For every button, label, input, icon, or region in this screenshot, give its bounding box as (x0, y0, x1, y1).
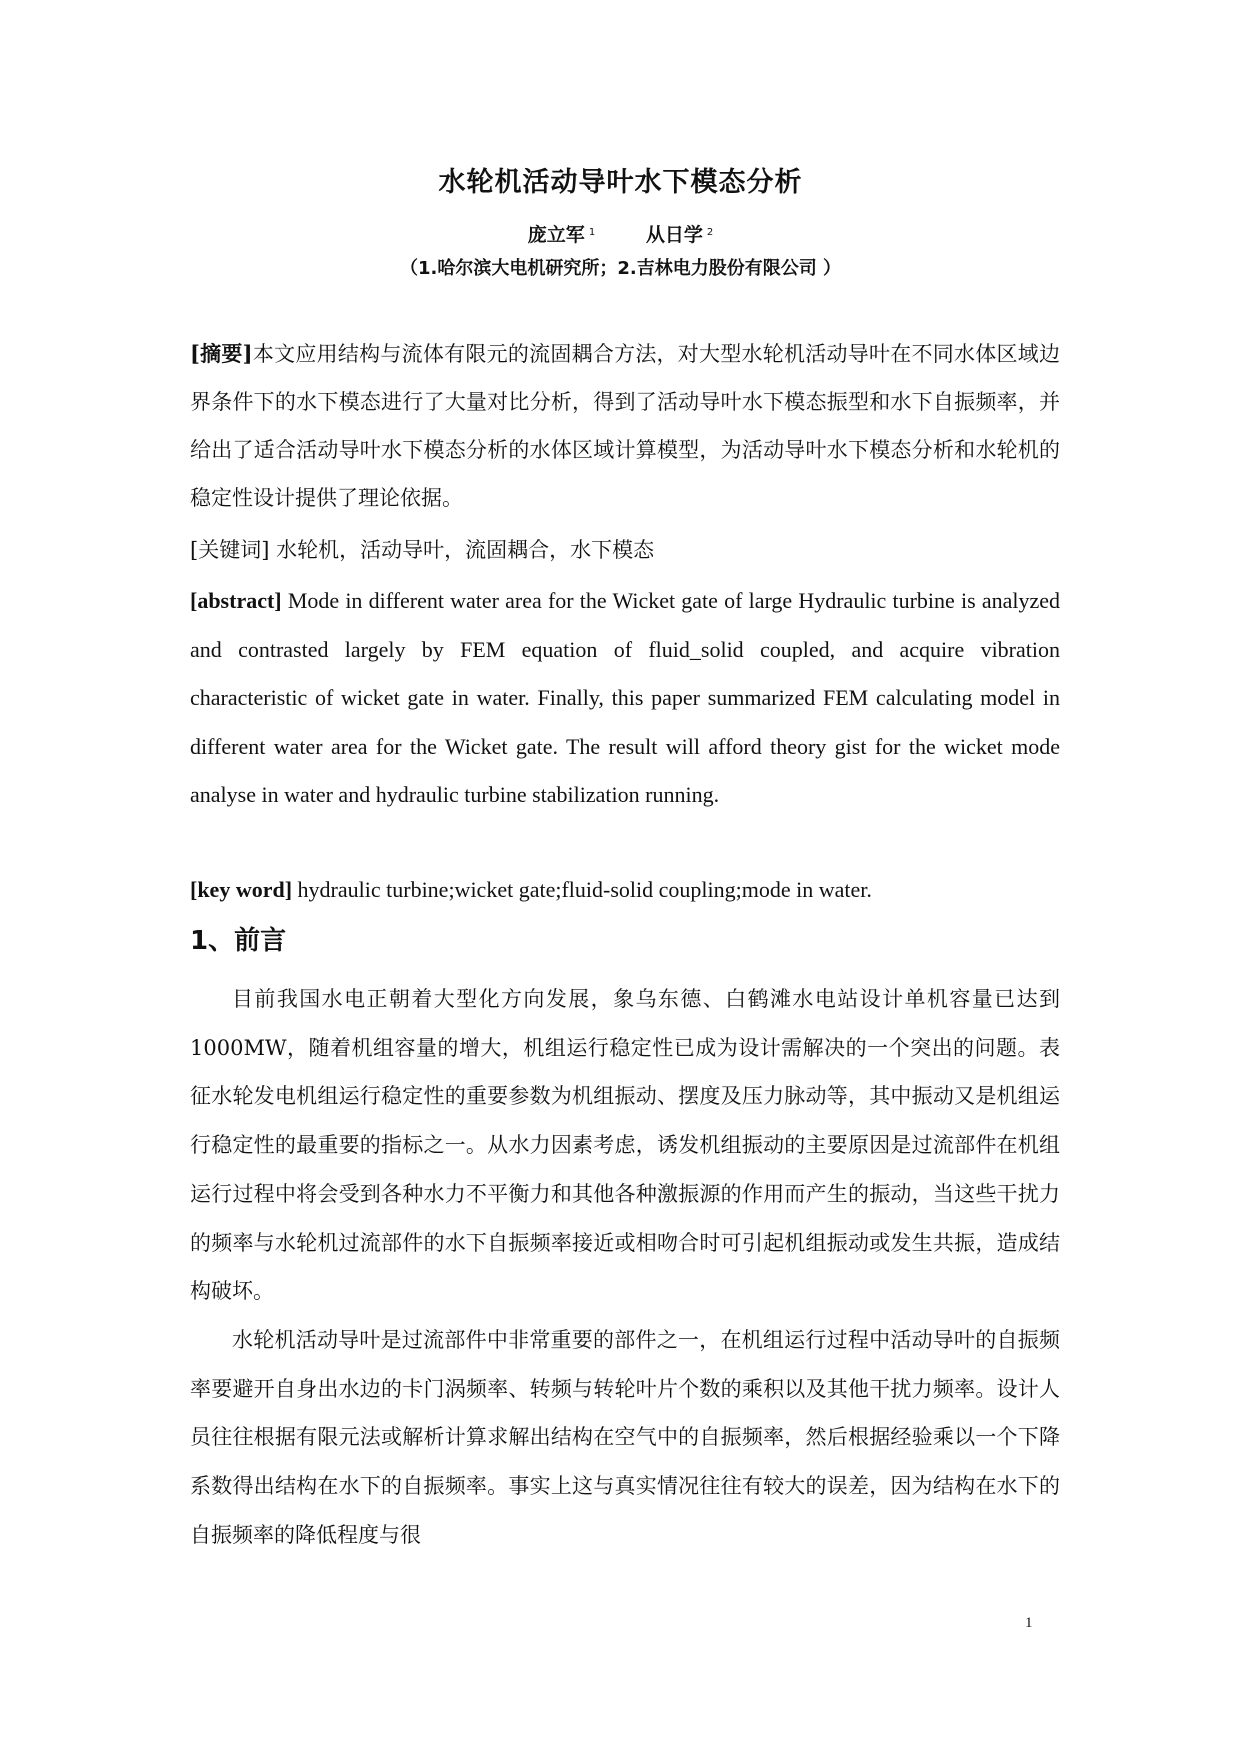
keywords-cn-label: [关键词] (190, 538, 270, 562)
author-name: 从日学 (645, 224, 703, 246)
paragraph: 水轮机活动导叶是过流部件中非常重要的部件之一，在机组运行过程中活动导叶的自振频率要避开自身出水边的卡门涡频率、转频与转轮叶片个数的乘积以及其他干扰力频率。设计人员往往根据有限元法或解析计算求解出结构在空气中的自振频率，然后根据经验乘以一个下降系数得出结构在水下的自振频率。事实上这与真实情况往往有较大的误差，因为结构在水下的自振频率的降低程度与很 (190, 1327, 1060, 1547)
abstract-en-label: [abstract] (190, 588, 282, 613)
abstract-en (190, 577, 1060, 820)
section-body (190, 975, 1060, 1559)
paragraph: 目前我国水电正朝着大型化方向发展，象乌东德、白鹤滩水电站设计单机容量已达到1000MW，随着机组容量的增大，机组运行稳定性已成为设计需解决的一个突出的问题。表征水轮发电机组运行稳定性的重要参数为机组振动、摆度及压力脉动等，其中振动又是机组运行稳定性的最重要的指标之一。从水力因素考虑，诱发机组振动的主要原因是过流部件在机组运行过程中将会受到各种水力不平衡力和其他各种激振源的作用而产生的振动，当这些干扰力的频率与水轮机过流部件的水下自振频率接近或相吻合时可引起机组振动或发生共振，造成结构破坏。 (190, 987, 1060, 1304)
keywords-cn-text: 水轮机，活动导叶，流固耦合，水下模态 (269, 538, 655, 562)
author-affiliation-mark: 2 (706, 227, 714, 238)
abstract-cn-label: [摘要] (190, 341, 253, 366)
author (646, 220, 713, 247)
section-heading: 1、前言 (190, 926, 287, 956)
page-number: 1 (1025, 1615, 1033, 1631)
abstract-cn-text: 本文应用结构与流体有限元的流固耦合方法，对大型水轮机活动导叶在不同水体区域边界条件下的水下模态进行了大量对比分析，得到了活动导叶水下模态振型和水下自振频率，并给出了适合活动导叶水下模态分析的水体区域计算模型，为活动导叶水下模态分析和水轮机的稳定性设计提供了理论依据。 (190, 342, 1061, 510)
abstract-cn (190, 330, 1060, 522)
keywords-en-label: [key word] (190, 877, 293, 902)
author-list (0, 220, 1241, 247)
keywords-en-text: hydraulic turbine;wicket gate;fluid-solid coupling;mode in water. (292, 877, 872, 902)
abstract-en-text: Mode in different water area for the Wicket gate of large Hydraulic turbine is analyzed and contrasted largely by FEM equation of fluid_solid coupled, and acquire vibration characteristic of wicket gate in water. Finally, this paper summarized FEM calculating model in different water area for the Wicket gate. The result will afford theory gist for the wicket mode analyse in water and hydraulic turbine stabilization running. (190, 588, 1060, 807)
author-affiliation-mark: 1 (588, 227, 596, 238)
author (528, 220, 595, 247)
author-name: 庞立军 (527, 224, 585, 246)
paper-title: 水轮机活动导叶水下模态分析 (438, 167, 803, 198)
keywords-cn (190, 530, 1060, 570)
keywords-en (190, 870, 1060, 910)
affiliation: （1.哈尔滨大电机研究所；2.吉林电力股份有限公司 ） (400, 258, 841, 279)
